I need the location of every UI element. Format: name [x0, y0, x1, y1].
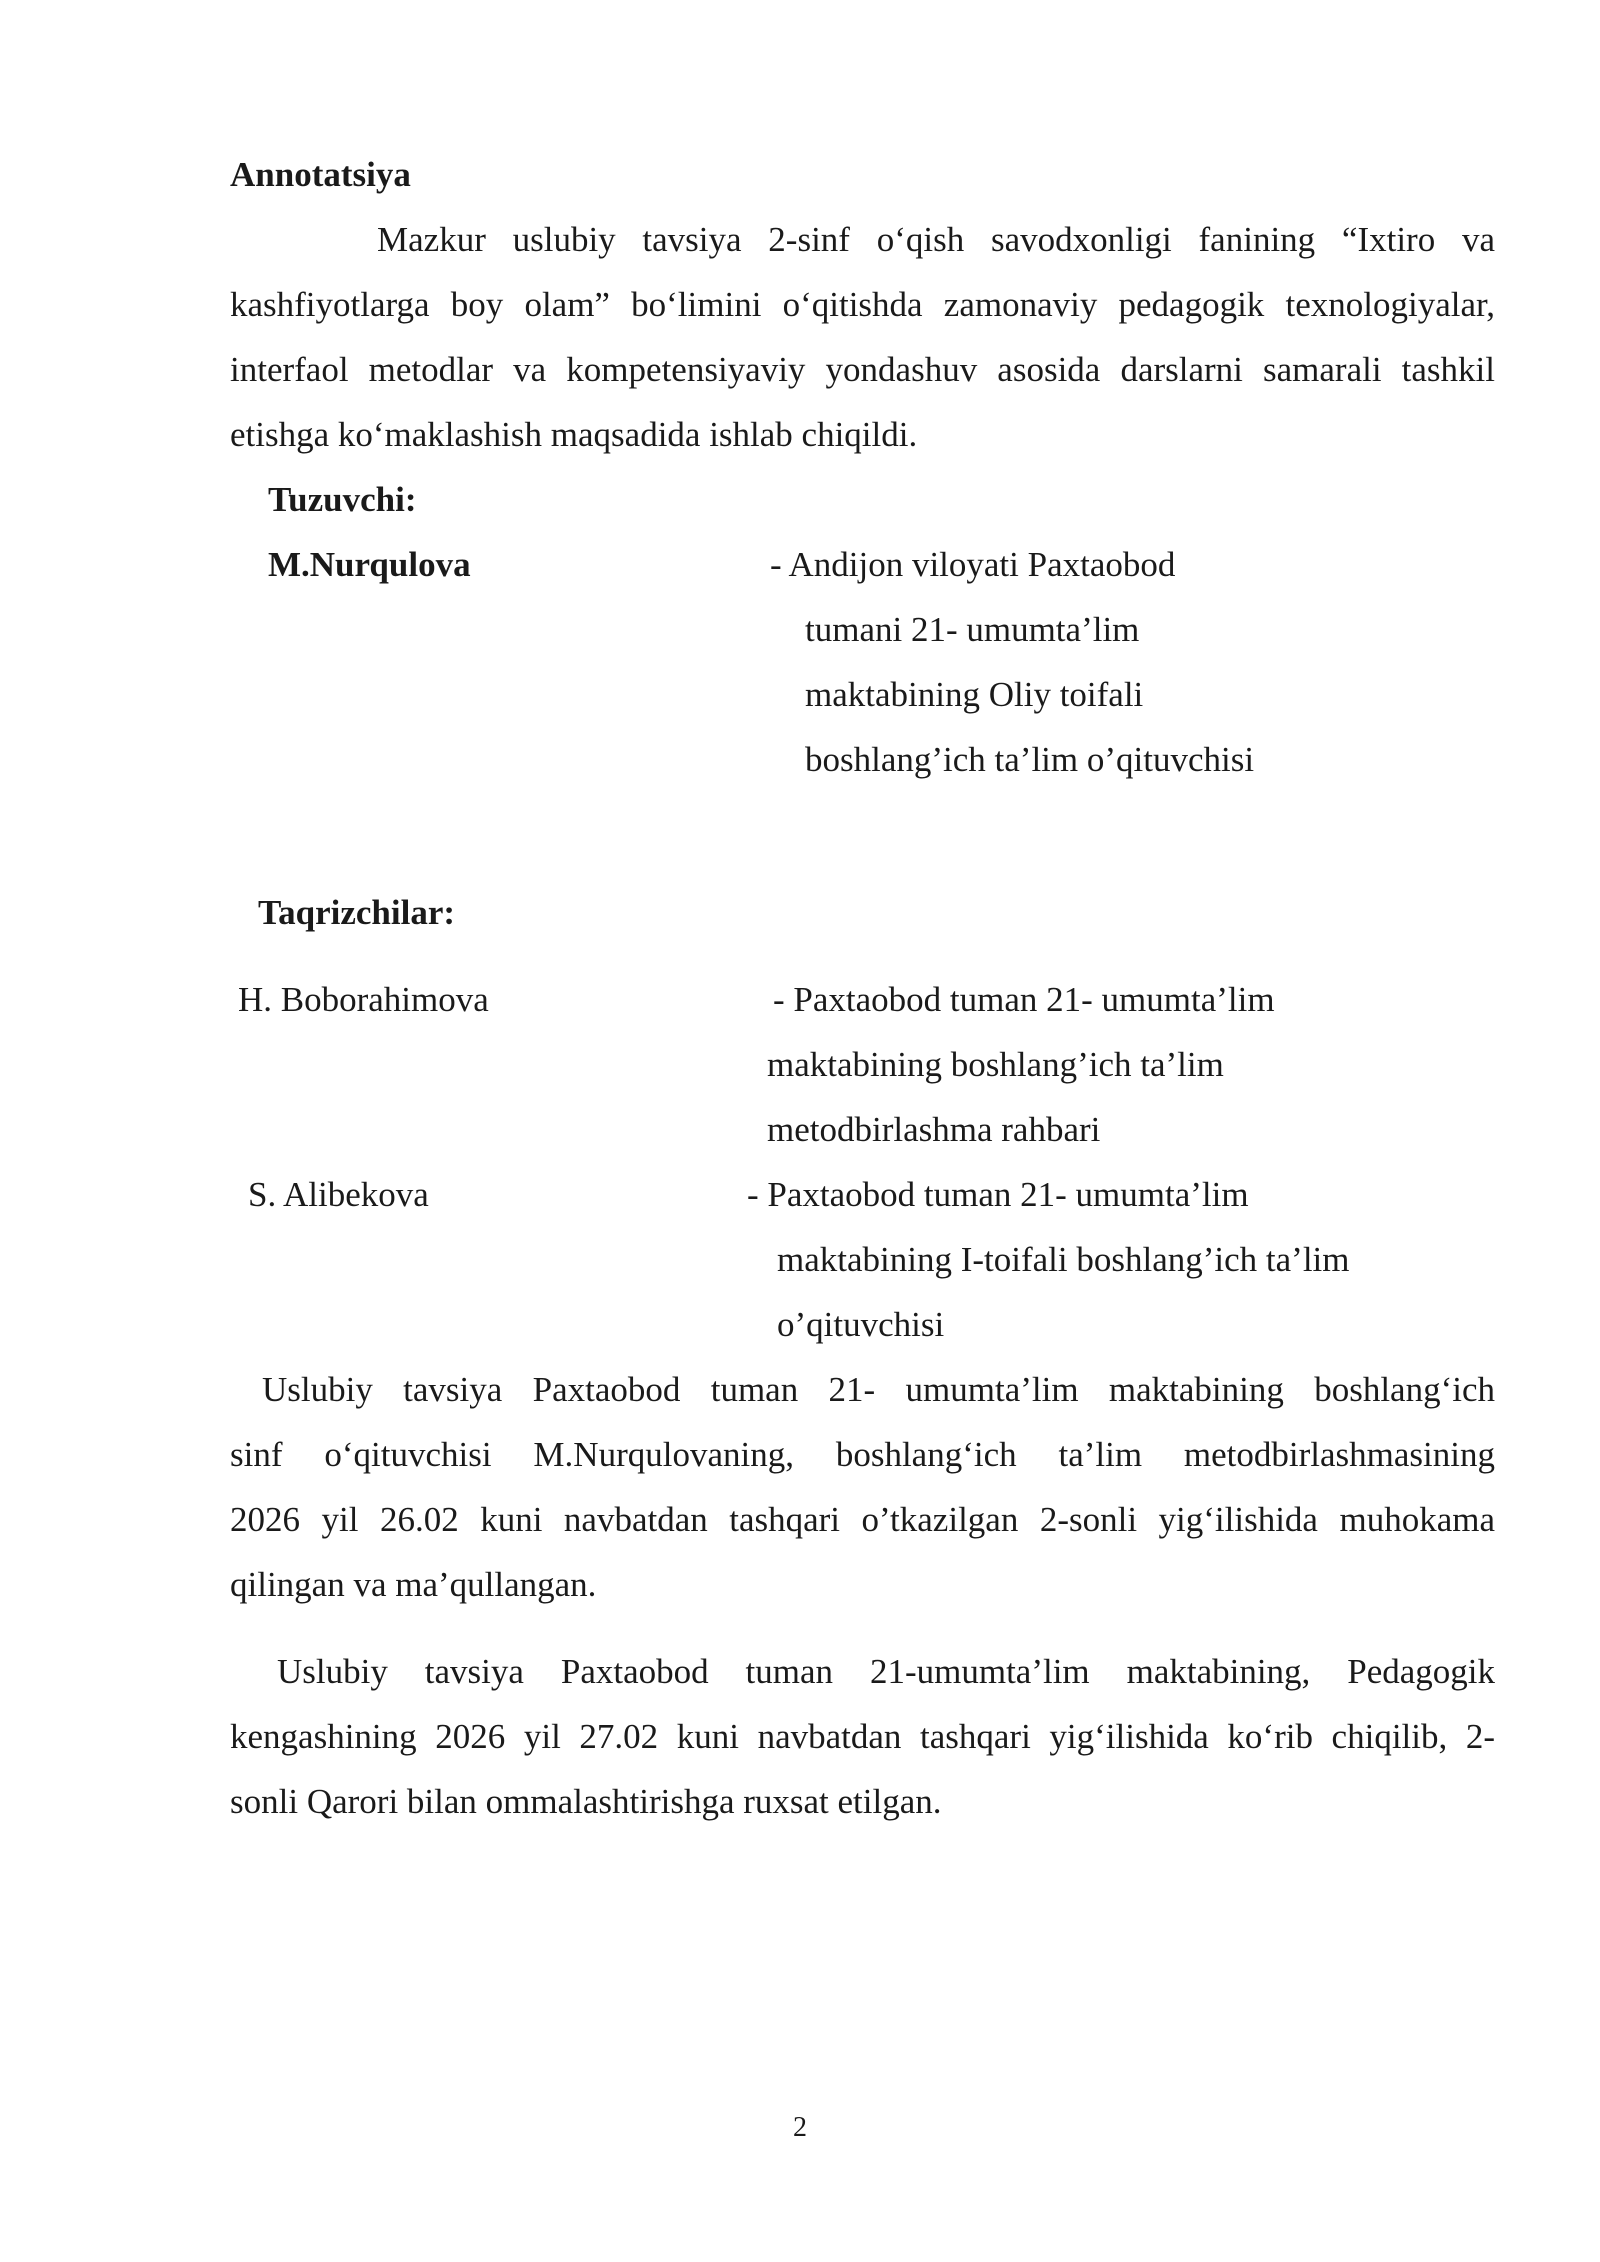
author-heading: Tuzuvchi:: [268, 480, 417, 519]
annotation-heading: Annotatsiya: [230, 155, 411, 194]
annotation-line-2: kashfiyotlarga boy olam” bo‘limini o‘qitishda zamonaviy pedagogik texnologiyalar,: [230, 285, 1495, 324]
author-detail-1: - Andijon viloyati Paxtaobod: [770, 545, 1176, 584]
approval-1-line-1: Uslubiy tavsiya Paxtaobod tuman 21- umumta’lim maktabining boshlang‘ich: [262, 1370, 1495, 1409]
reviewers-heading: Taqrizchilar:: [258, 893, 456, 932]
approval-2-line-3: sonli Qarori bilan ommalashtirishga ruxsat etilgan.: [230, 1782, 942, 1821]
approval-2-line-2: kengashining 2026 yil 27.02 kuni navbatdan tashqari yig‘ilishida ko‘rib chiqilib, 2-: [230, 1717, 1495, 1756]
approval-2-line-1: Uslubiy tavsiya Paxtaobod tuman 21-umumta’lim maktabining, Pedagogik: [277, 1652, 1495, 1691]
approval-1-line-2: sinf o‘qituvchisi M.Nurqulovaning, boshlang‘ich ta’lim metodbirlashmasining: [230, 1435, 1495, 1474]
page-number: 2: [793, 2112, 807, 2143]
reviewer-1-detail-1: - Paxtaobod tuman 21- umumta’lim: [773, 980, 1275, 1019]
reviewer-2-detail-3: o’qituvchisi: [777, 1305, 945, 1344]
reviewer-2-name: S. Alibekova: [248, 1175, 429, 1214]
reviewer-2-detail-1: - Paxtaobod tuman 21- umumta’lim: [747, 1175, 1249, 1214]
author-detail-4: boshlang’ich ta’lim o’qituvchisi: [805, 740, 1255, 779]
annotation-line-4: etishga ko‘maklashish maqsadida ishlab chiqildi.: [230, 415, 918, 454]
author-detail-2: tumani 21- umumta’lim: [805, 610, 1140, 649]
approval-1-line-3: 2026 yil 26.02 kuni navbatdan tashqari o’tkazilgan 2-sonli yig‘ilishida muhokama: [230, 1500, 1495, 1539]
author-detail-3: maktabining Oliy toifali: [805, 675, 1144, 714]
reviewer-2-detail-2: maktabining I-toifali boshlang’ich ta’lim: [777, 1240, 1350, 1279]
annotation-line-1: Mazkur uslubiy tavsiya 2-sinf o‘qish savodxonligi fanining “Ixtiro va: [377, 220, 1495, 259]
author-name: M.Nurqulova: [268, 545, 471, 584]
approval-1-line-4: qilingan va ma’qullangan.: [230, 1565, 597, 1604]
reviewer-1-detail-2: maktabining boshlang’ich ta’lim: [767, 1045, 1224, 1084]
reviewer-1-name: H. Boborahimova: [238, 980, 489, 1019]
reviewer-1-detail-3: metodbirlashma rahbari: [767, 1110, 1101, 1149]
annotation-line-3: interfaol metodlar va kompetensiyaviy yondashuv asosida darslarni samarali tashkil: [230, 350, 1495, 389]
